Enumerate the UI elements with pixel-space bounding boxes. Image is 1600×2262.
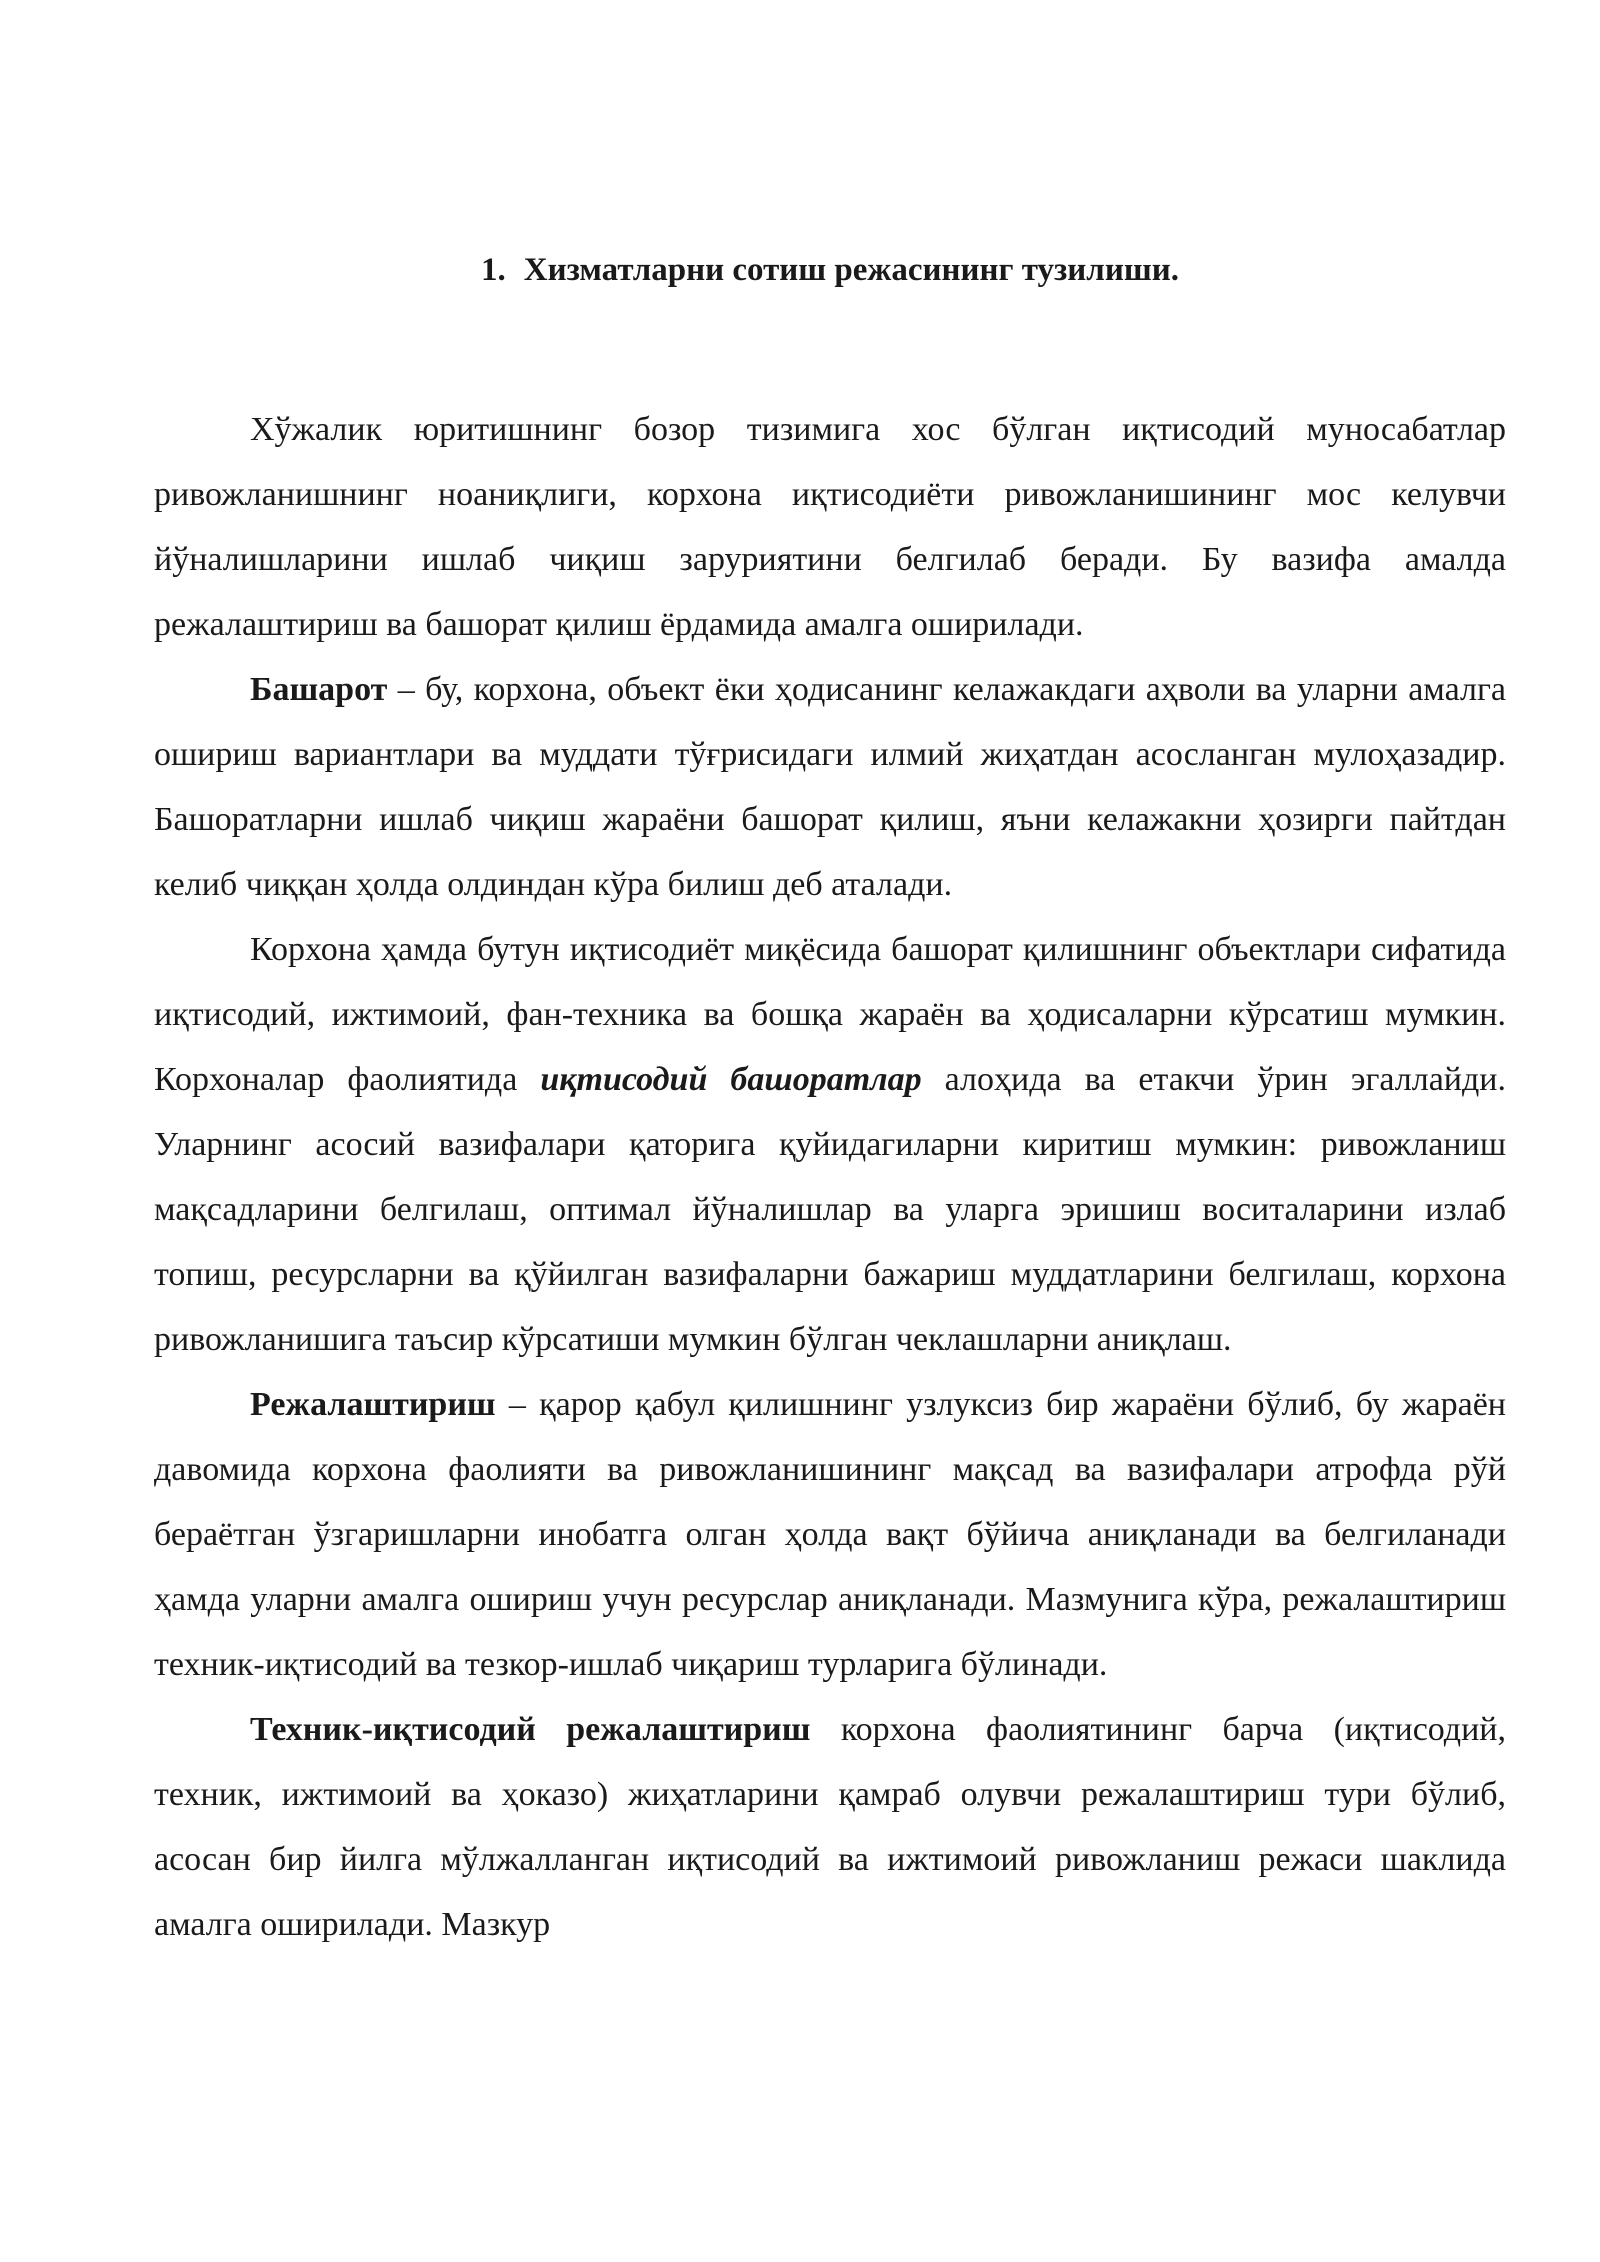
paragraph-text: Корхона ҳамда бутун иқтисодиёт миқёсида башорат қилишнинг объектлари сифатида иқтисодий, ижтимоий, фан-техника ва бошқа жараён ва ҳодисаларни кўрсатиш мумкин. Корхоналар фаолиятида	[154, 931, 1506, 1098]
paragraph-intro	[154, 397, 1506, 657]
document-body	[154, 246, 1506, 1957]
paragraph-text: Хўжалик юритишнинг бозор тизимига хос бўлган иқтисодий муносабатлар ривожланишнинг ноаниқлиги, корхона иқтисодиёти ривожланишининг мос келувчи йўналишларини ишлаб чиқиш заруриятини белгилаб беради. Бу вазифа амалда режалаштириш ва башорат қилиш ёрдамида амалга оширилади.	[154, 411, 1506, 643]
paragraph-text: корхона фаолиятининг барча (иқтисодий, техник, ижтимоий ва ҳоказо) жиҳатларини қамраб олувчи режалаштириш тури бўлиб, асосан бир йилга мўлжалланган иқтисодий ва ижтимоий ривожланиш режаси шаклида амалга оширилади. Мазкур	[154, 1711, 1506, 1943]
term-technical-economic-planning: Техник-иқтисодий режалаштириш	[250, 1711, 811, 1748]
paragraph-text: – қарор қабул қилишнинг узлуксиз бир жараёни бўлиб, бу жараён давомида корхона фаолияти ва ривожланишининг мақсад ва вазифалари атрофда рўй бераётган ўзгаришларни инобатга олган ҳолда вақт бўйича аниқланади ва белгиланади ҳамда уларни амалга ошириш учун ресурслар аниқланади. Мазмунига кўра, режалаштириш техник-иқтисодий ва тезкор-ишлаб чиқариш турларига бўлинади.	[154, 1386, 1506, 1683]
section-title: Хизматларни сотиш режасининг тузилиши.	[523, 252, 1179, 288]
paragraph-forecast-definition	[154, 657, 1506, 917]
paragraph-technical-economic-planning	[154, 1697, 1506, 1957]
term-forecast: Башарот	[250, 671, 388, 708]
term-planning: Режалаштириш	[250, 1386, 496, 1423]
section-number: 1.	[481, 252, 506, 288]
paragraph-planning-definition	[154, 1372, 1506, 1697]
paragraph-forecast-objects	[154, 917, 1506, 1372]
emphasis-economic-forecasts: иқтисодий башоратлар	[540, 1061, 922, 1098]
paragraph-text: – бу, корхона, объект ёки ҳодисанинг келажакдаги аҳволи ва уларни амалга ошириш вариантлари ва муддати тўғрисидаги илмий жиҳатдан асосланган мулоҳазадир. Башоратларни ишлаб чиқиш жараёни башорат қилиш, яъни келажакни ҳозирги пайтдан келиб чиққан ҳолда олдиндан кўра билиш деб аталади.	[154, 671, 1506, 903]
section-heading	[154, 246, 1506, 294]
paragraph-text: алоҳида ва етакчи ўрин эгаллайди. Уларнинг асосий вазифалари қаторига қуйидагиларни киритиш мумкин: ривожланиш мақсадларини белгилаш, оптимал йўналишлар ва уларга эришиш воситаларини излаб топиш, ресурсларни ва қўйилган вазифаларни бажариш муддатларини белгилаш, корхона ривожланишига таъсир кўрсатиши мумкин бўлган чеклашларни аниқлаш.	[154, 1061, 1506, 1358]
